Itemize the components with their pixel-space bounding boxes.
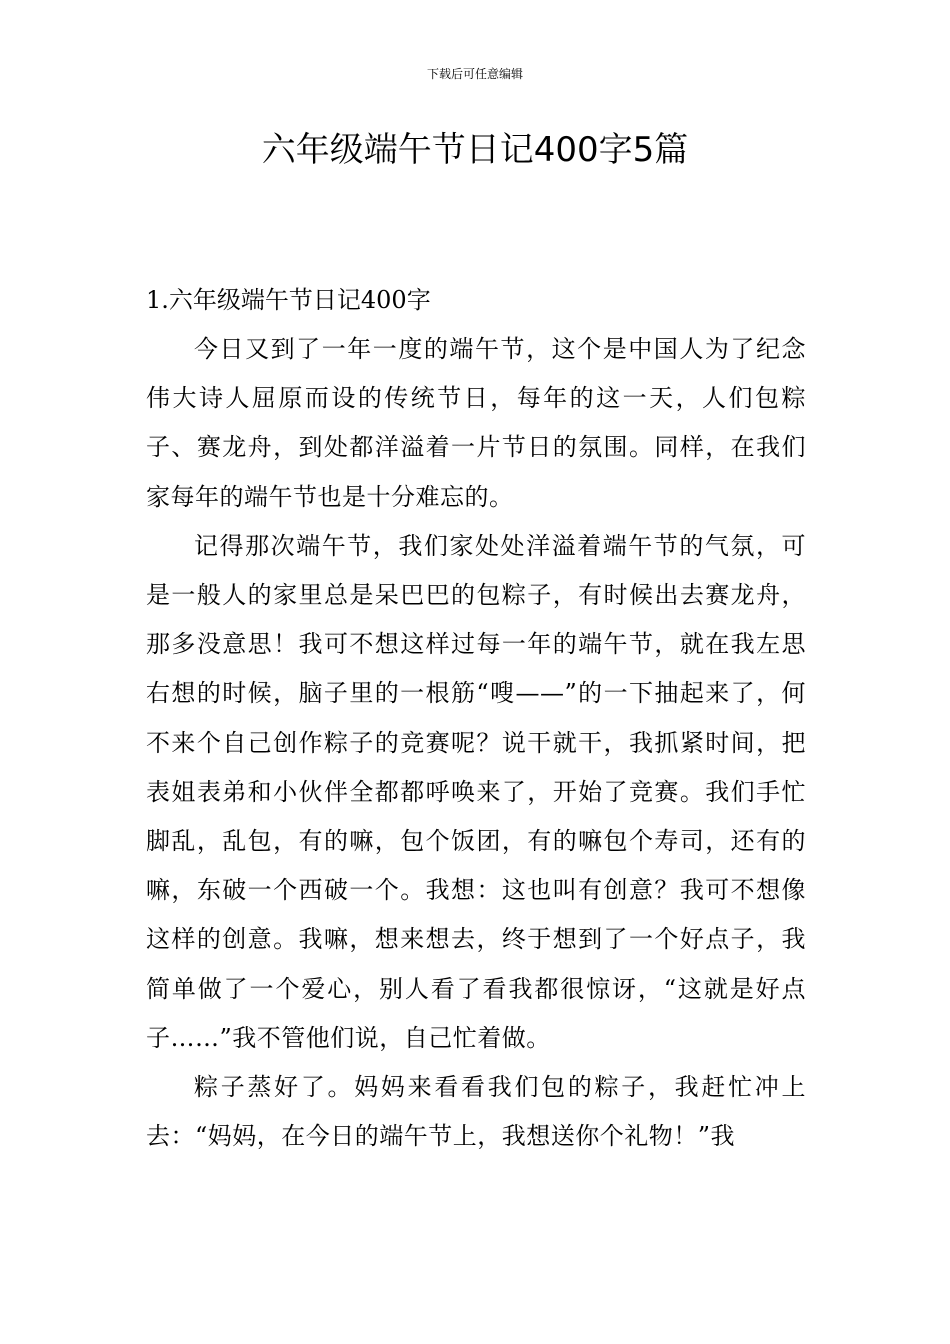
paragraph-3: 粽子蒸好了。妈妈来看看我们包的粽子，我赶忙冲上去：“妈妈，在今日的端午节上，我想送你个礼物！”我 <box>146 1073 806 1151</box>
header-note: 下载后可任意编辑 <box>426 67 523 81</box>
paragraph-1: 今日又到了一年一度的端午节，这个是中国人为了纪念伟大诗人屈原而设的传统节日，每年的这一天，人们包粽子、赛龙舟，到处都洋溢着一片节日的氛围。同样，在我们家每年的端午节也是十分难忘的。 <box>146 335 806 511</box>
paragraph-2: 记得那次端午节，我们家处处洋溢着端午节的气氛，可是一般人的家里总是呆巴巴的包粽子，有时候出去赛龙舟，那多没意思！我可不想这样过每一年的端午节，就在我左思右想的时候，脑子里的一根筋“嗖——”的一下抽起来了，何不来个自己创作粽子的竞赛呢？说干就干，我抓紧时间，把表姐表弟和小伙伴全都都呼唤来了，开始了竞赛。我们手忙脚乱，乱包，有的嘛，包个饭团，有的嘛包个寿司，还有的嘛，东破一个西破一个。我想：这也叫有创意？我可不想像这样的创意。我嘛，想来想去，终于想到了一个好点子，我简单做了一个爱心，别人看了看我都很惊讶，“这就是好点子……”我不管他们说，自己忙着做。 <box>146 531 806 1052</box>
document-body <box>146 276 806 1161</box>
section-heading: 1.六年级端午节日记400字 <box>146 286 431 314</box>
document-title: 六年级端午节日记400字5篇 <box>261 130 689 170</box>
